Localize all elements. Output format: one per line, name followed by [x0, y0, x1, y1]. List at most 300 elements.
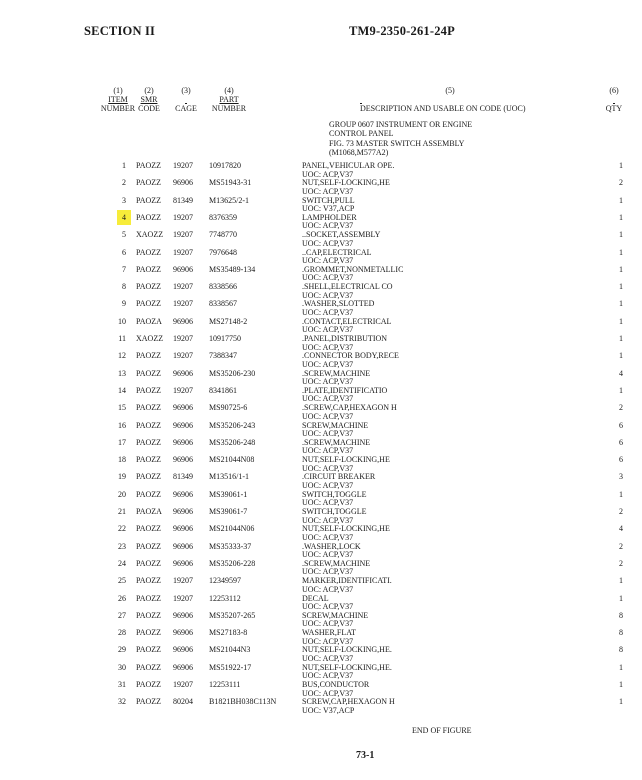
quantity: 8	[619, 628, 623, 638]
part-number: MS21044N3	[209, 645, 251, 655]
part-number: MS35206-228	[209, 558, 256, 568]
cage-code: 96906	[173, 264, 193, 274]
quantity: 2	[619, 178, 623, 188]
column-label: PART	[219, 95, 239, 104]
description: ..SOCKET,ASSEMBLY	[302, 230, 381, 240]
description: SCREW,MACHINE	[302, 420, 369, 430]
item-number: 32	[118, 697, 126, 707]
highlight-marker	[117, 210, 131, 225]
part-number: B1821BH038C113N	[209, 697, 277, 707]
cage-code: 19207	[173, 680, 193, 689]
item-number: 22	[118, 524, 126, 534]
cage-code: 19207	[173, 351, 193, 361]
column-sublabel: DESCRIPTION AND USABLE ON CODE (UOC)	[360, 104, 526, 113]
uoc: UOC: ACP,V37	[302, 567, 354, 577]
part-number: 10917750	[209, 334, 241, 343]
uoc: UOC: ACP,V37	[302, 532, 354, 542]
cage-code: 81349	[173, 472, 193, 482]
item-number: 4	[122, 212, 126, 222]
item-cell	[100, 387, 126, 396]
quantity: 4	[619, 524, 623, 534]
item-number: 17	[118, 437, 126, 447]
description-cell	[302, 266, 403, 283]
part-number: 12349597	[209, 576, 241, 586]
description-cell	[302, 491, 367, 508]
cage-code: 96906	[173, 368, 193, 378]
item-cell	[100, 249, 126, 258]
table-row	[0, 214, 642, 231]
item-cell	[100, 646, 126, 655]
column-number: (1)	[113, 86, 123, 95]
item-cell	[100, 214, 126, 223]
quantity: 1	[619, 212, 623, 222]
table-row	[0, 179, 642, 196]
quantity: 1	[619, 299, 623, 309]
smr-code: PAOZZ	[136, 247, 162, 257]
part-number: 10917820	[209, 161, 241, 170]
description: WASHER,FLAT	[302, 628, 357, 638]
quantity: 1	[619, 662, 623, 672]
smr-code: PAOZZ	[136, 593, 162, 603]
description: .WASHER,SLOTTED	[302, 299, 375, 309]
description-cell	[302, 231, 380, 248]
description: SCREW,MACHINE	[302, 610, 369, 620]
description-cell	[302, 612, 368, 629]
part-number: MS35206-230	[209, 368, 256, 378]
part-number: MS27183-8	[209, 628, 248, 638]
smr-code: PAOZZ	[136, 576, 162, 586]
quantity: 1	[619, 247, 623, 257]
item-cell	[100, 422, 126, 431]
description-cell	[302, 249, 372, 266]
smr-code: PAOZZ	[136, 299, 162, 309]
quantity: 1	[619, 385, 623, 395]
uoc: UOC: ACP,V37	[302, 325, 354, 335]
description-cell	[302, 197, 355, 214]
column-label: SMR	[140, 95, 158, 104]
item-cell	[100, 473, 126, 482]
smr-code: PAOZZ	[136, 351, 162, 361]
item-number: 2	[122, 178, 126, 188]
column-sublabel: CODE	[138, 104, 160, 113]
description: MARKER,IDENTIFICATI.	[302, 576, 392, 586]
smr-code: PAOZA	[136, 316, 162, 326]
quantity: 3	[619, 472, 623, 482]
quantity: 6	[619, 437, 623, 447]
item-cell	[100, 491, 126, 500]
item-number: 15	[118, 403, 126, 413]
end-of-figure: END OF FIGURE	[412, 726, 472, 735]
item-number: 16	[118, 420, 126, 430]
table-row	[0, 525, 642, 542]
item-number: 26	[118, 593, 126, 603]
column-number: (5)	[445, 86, 455, 95]
quantity: 1	[619, 264, 623, 274]
description-cell	[302, 335, 387, 352]
item-number: 29	[118, 645, 126, 655]
table-row	[0, 387, 642, 404]
item-number: 27	[118, 610, 126, 620]
item-number: 28	[118, 628, 126, 638]
table-row	[0, 197, 642, 214]
description-cell	[302, 162, 394, 179]
description-cell	[302, 595, 353, 612]
table-row	[0, 473, 642, 490]
smr-code: XAOZZ	[136, 334, 164, 343]
item-number: 31	[118, 680, 126, 689]
description-cell	[302, 370, 370, 387]
description-cell	[302, 508, 367, 525]
quantity: 1	[619, 334, 623, 343]
description-cell	[302, 352, 399, 369]
description-cell	[302, 525, 390, 542]
item-number: 11	[118, 334, 126, 343]
column-number: (4)	[224, 86, 234, 95]
table-row	[0, 162, 642, 179]
smr-code: PAOZZ	[136, 558, 162, 568]
part-number: 12253111	[209, 680, 241, 689]
item-cell	[100, 266, 126, 275]
part-number: MS27148-2	[209, 316, 248, 326]
part-number: 8338567	[209, 299, 237, 309]
description: NUT,SELF-LOCKING,HE	[302, 455, 390, 465]
cage-code: 19207	[173, 385, 193, 395]
description-cell	[302, 404, 397, 421]
description-cell	[302, 629, 356, 646]
uoc: UOC: ACP,V37	[302, 515, 354, 525]
item-number: 14	[118, 385, 126, 395]
part-number: MS90725-6	[209, 403, 248, 413]
item-cell	[100, 508, 126, 517]
description: .WASHER,LOCK	[302, 541, 361, 551]
description-cell	[302, 646, 392, 663]
cage-code: 96906	[173, 610, 193, 620]
item-cell	[100, 404, 126, 413]
table-row	[0, 249, 642, 266]
item-cell	[100, 560, 126, 569]
uoc: UOC: ACP,V37	[302, 290, 354, 300]
cage-code: 96906	[173, 420, 193, 430]
uoc: UOC: ACP,V37	[302, 480, 354, 490]
description-cell	[302, 543, 361, 560]
table-row	[0, 698, 642, 715]
item-cell	[100, 318, 126, 327]
uoc: UOC: ACP,V37	[302, 377, 354, 387]
item-number: 20	[118, 489, 126, 499]
column-label: ITEM	[108, 95, 128, 104]
item-number: 9	[122, 299, 126, 309]
description-cell	[302, 456, 390, 473]
cage-code: 19207	[173, 161, 193, 170]
smr-code: PAOZZ	[136, 524, 162, 534]
smr-code: PAOZZ	[136, 541, 162, 551]
part-number: M13516/1-1	[209, 472, 249, 482]
description-cell	[302, 283, 393, 300]
quantity: 1	[619, 576, 623, 586]
part-number: MS35206-243	[209, 420, 256, 430]
quantity: 1	[619, 316, 623, 326]
description-cell	[302, 300, 374, 317]
column-number: (6)	[609, 86, 619, 95]
table-row	[0, 404, 642, 421]
item-cell	[100, 439, 126, 448]
table-row	[0, 560, 642, 577]
smr-code: PAOZZ	[136, 610, 162, 620]
description: NUT,SELF-LOCKING,HE	[302, 178, 390, 188]
quantity: 1	[619, 351, 623, 361]
item-cell	[100, 197, 126, 206]
description: .SCREW,MACHINE	[302, 437, 371, 447]
quantity: 2	[619, 558, 623, 568]
description-cell	[302, 179, 390, 196]
part-number: 7388347	[209, 351, 237, 361]
item-cell	[100, 456, 126, 465]
description: PANEL,VEHICULAR OPE.	[302, 161, 395, 170]
quantity: 8	[619, 610, 623, 620]
table-row	[0, 577, 642, 594]
uoc: UOC: ACP,V37	[302, 411, 354, 421]
description: .SCREW,MACHINE	[302, 368, 371, 378]
uoc: UOC: ACP,V37	[302, 238, 354, 248]
description: ..CAP,ELECTRICAL	[302, 247, 372, 257]
item-cell	[100, 300, 126, 309]
uoc: UOC: ACP,V37	[302, 394, 354, 404]
smr-code: PAOZZ	[136, 212, 162, 222]
table-row	[0, 300, 642, 317]
column-header-qty	[602, 86, 626, 113]
table-row	[0, 283, 642, 300]
group-caption	[329, 120, 472, 158]
item-cell	[100, 352, 126, 361]
cage-code: 19207	[173, 593, 193, 603]
cage-code: 19207	[173, 212, 193, 222]
item-number: 1	[122, 161, 126, 170]
table-row	[0, 335, 642, 352]
cage-code: 96906	[173, 662, 193, 672]
uoc: UOC: ACP,V37	[302, 584, 354, 594]
part-number: MS35207-265	[209, 610, 256, 620]
smr-code: XAOZZ	[136, 230, 164, 240]
cage-code: 96906	[173, 178, 193, 188]
table-row	[0, 352, 642, 369]
uoc: UOC: ACP,V37	[302, 307, 354, 317]
uoc: UOC: ACP,V37	[302, 602, 354, 612]
part-number: MS39061-7	[209, 507, 248, 516]
cage-code: 19207	[173, 247, 193, 257]
table-row	[0, 231, 642, 248]
column-label	[602, 95, 626, 104]
column-sublabel: QTY	[605, 104, 623, 113]
cage-code: 96906	[173, 645, 193, 655]
part-number: M13625/2-1	[209, 195, 249, 205]
item-number: 10	[118, 316, 126, 326]
quantity: 1	[619, 195, 623, 205]
quantity: 8	[619, 645, 623, 655]
column-header-part-number	[209, 86, 249, 113]
item-cell	[100, 595, 126, 604]
uoc: UOC: ACP,V37	[302, 221, 354, 231]
item-number: 8	[122, 282, 126, 292]
uoc: UOC: ACP,V37	[302, 169, 354, 179]
smr-code: PAOZZ	[136, 420, 162, 430]
section-heading: SECTION II	[84, 24, 156, 38]
part-number: MS21044N08	[209, 455, 255, 465]
smr-code: PAOZZ	[136, 385, 162, 395]
description-cell	[302, 318, 391, 335]
item-cell	[100, 664, 126, 673]
table-row	[0, 543, 642, 560]
quantity: 6	[619, 455, 623, 465]
uoc: UOC: ACP,V37	[302, 671, 354, 681]
item-cell	[100, 370, 126, 379]
uoc: UOC: ACP,V37	[302, 463, 354, 473]
item-cell	[100, 698, 126, 707]
smr-code: PAOZZ	[136, 282, 162, 292]
smr-code: PAOZZ	[136, 697, 162, 707]
item-cell	[100, 681, 126, 690]
description-cell	[302, 422, 368, 439]
part-number: 7976648	[209, 247, 237, 257]
item-number: 5	[122, 230, 126, 240]
description: .PLATE,IDENTIFICATIO	[302, 385, 388, 395]
quantity: 2	[619, 541, 623, 551]
description-cell	[302, 664, 392, 681]
smr-code: PAOZZ	[136, 662, 162, 672]
description: .CONNECTOR BODY,RECE	[302, 351, 399, 361]
smr-code: PAOZZ	[136, 680, 162, 689]
smr-code: PAOZZ	[136, 628, 162, 638]
cage-code: 96906	[173, 558, 193, 568]
column-sublabel: NUMBER	[100, 104, 136, 113]
item-cell	[100, 283, 126, 292]
item-number: 7	[122, 264, 126, 274]
smr-code: PAOZZ	[136, 264, 162, 274]
description: SWITCH,PULL	[302, 195, 355, 205]
description-cell	[302, 214, 357, 231]
uoc: UOC: ACP,V37	[302, 186, 354, 196]
part-number: 8376359	[209, 212, 237, 222]
smr-code: PAOZA	[136, 507, 162, 516]
part-number: MS35489-134	[209, 264, 256, 274]
description: .CIRCUIT BREAKER	[302, 472, 376, 482]
smr-code: PAOZZ	[136, 178, 162, 188]
smr-code: PAOZZ	[136, 161, 162, 170]
cage-code: 81349	[173, 195, 193, 205]
quantity: 1	[619, 593, 623, 603]
table-row	[0, 629, 642, 646]
cage-code: 96906	[173, 541, 193, 551]
smr-code: PAOZZ	[136, 437, 162, 447]
quantity: 2	[619, 403, 623, 413]
description: SCREW,CAP,HEXAGON H	[302, 697, 395, 707]
description-cell	[302, 473, 375, 490]
part-number: MS51922-17	[209, 662, 252, 672]
cage-code: 80204	[173, 697, 193, 707]
description-cell	[302, 439, 370, 456]
uoc: UOC: ACP,V37	[302, 498, 354, 508]
part-number: MS21044N06	[209, 524, 255, 534]
uoc: UOC: ACP,V37	[302, 446, 354, 456]
item-number: 19	[118, 472, 126, 482]
item-cell	[100, 629, 126, 638]
quantity: 1	[619, 697, 623, 707]
cage-code: 96906	[173, 489, 193, 499]
tm-number: TM9-2350-261-24P	[349, 24, 455, 38]
quantity: 6	[619, 420, 623, 430]
description: DECAL	[302, 593, 329, 603]
smr-code: PAOZZ	[136, 403, 162, 413]
item-number: 13	[118, 368, 126, 378]
item-number: 18	[118, 455, 126, 465]
cage-code: 96906	[173, 628, 193, 638]
cage-code: 96906	[173, 455, 193, 465]
description-cell	[302, 698, 395, 715]
column-sublabel: NUMBER	[211, 104, 247, 113]
table-row	[0, 612, 642, 629]
cage-code: 19207	[173, 576, 193, 586]
page-number: 73-1	[356, 750, 375, 761]
smr-code: PAOZZ	[136, 195, 162, 205]
group-line: GROUP 0607 INSTRUMENT OR ENGINE	[329, 120, 473, 129]
part-number: MS35333-37	[209, 541, 252, 551]
uoc: UOC: ACP,V37	[302, 429, 354, 439]
item-cell	[100, 525, 126, 534]
item-cell	[100, 231, 126, 240]
description: LAMPHOLDER	[302, 212, 357, 222]
part-number: MS35206-248	[209, 437, 256, 447]
table-row	[0, 318, 642, 335]
description: .PANEL,DISTRIBUTION	[302, 334, 388, 343]
column-header-description	[360, 86, 540, 113]
item-cell	[100, 543, 126, 552]
description: SWITCH,TOGGLE	[302, 507, 367, 516]
item-number: 23	[118, 541, 126, 551]
cage-code: 19207	[173, 230, 193, 240]
uoc: UOC: ACP,V37	[302, 273, 354, 283]
smr-code: PAOZZ	[136, 489, 162, 499]
smr-code: PAOZZ	[136, 368, 162, 378]
uoc: UOC: ACP,V37	[302, 342, 354, 352]
cage-code: 19207	[173, 299, 193, 309]
smr-code: PAOZZ	[136, 645, 162, 655]
table-row	[0, 491, 642, 508]
cage-code: 96906	[173, 524, 193, 534]
part-number: MS39061-1	[209, 489, 248, 499]
item-number: 12	[118, 351, 126, 361]
table-row	[0, 508, 642, 525]
uoc: UOC: ACP,V37	[302, 619, 354, 629]
description: SWITCH,TOGGLE	[302, 489, 367, 499]
table-row	[0, 681, 642, 698]
part-number: 12253112	[209, 593, 241, 603]
column-label	[172, 95, 200, 104]
table-row	[0, 664, 642, 681]
part-number: 8338566	[209, 282, 237, 292]
table-row	[0, 266, 642, 283]
description: NUT,SELF-LOCKING,HE.	[302, 645, 392, 655]
column-number: (2)	[144, 86, 154, 95]
uoc: UOC: V37,ACP	[302, 204, 355, 214]
item-cell	[100, 179, 126, 188]
description: .SCREW,CAP,HEXAGON H	[302, 403, 397, 413]
part-number: MS51943-31	[209, 178, 252, 188]
quantity: 2	[619, 507, 623, 516]
uoc: UOC: ACP,V37	[302, 550, 354, 560]
item-cell	[100, 162, 126, 171]
description-cell	[302, 577, 392, 594]
cage-code: 96906	[173, 437, 193, 447]
description: .SHELL,ELECTRICAL CO	[302, 282, 393, 292]
